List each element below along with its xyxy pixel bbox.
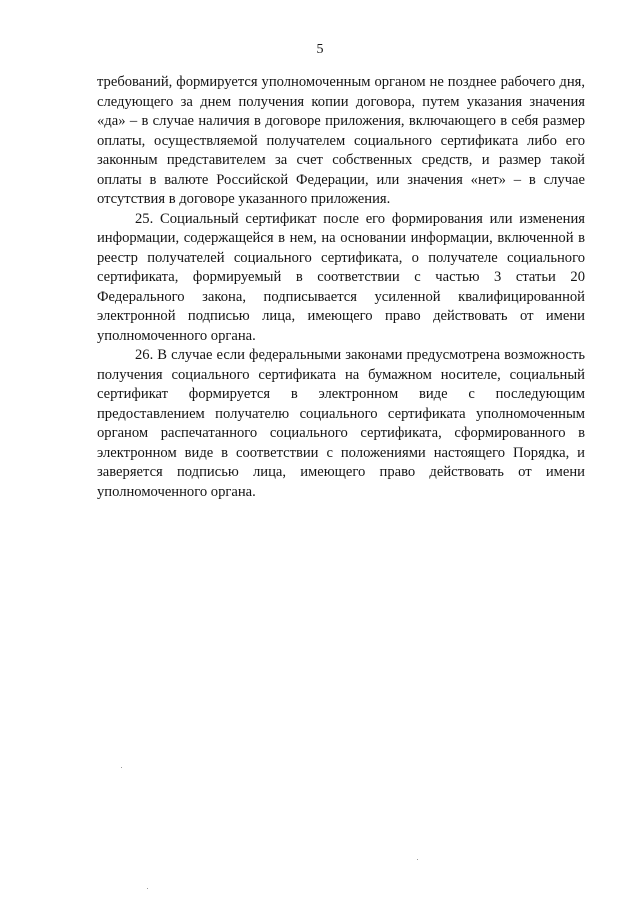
page-number: 5 <box>316 42 324 57</box>
paragraph-item-26: 26. В случае если федеральными законами предусмотрена возможность получения социального сертификата на бумажном носителе, социальный сертификат формируется в электронном виде с последующим предоставлением получателю социального сертификата уполномоченным органом распечатанного социального сертификата, сформированного в электронном виде в соответствии с положениями настоящего Порядка, и заверяется подписью лица, имеющего право действовать от имени уполномоченного органа. <box>97 347 585 500</box>
scan-speck <box>147 888 148 889</box>
paragraph-item-25: 25. Социальный сертификат после его формирования или изменения информации, содержащейся в нем, на основании информации, включенной в реестр получателей социального сертификата, о получателе социального сертификата, формируемый в соответствии с частью 3 статьи 20 Федерального закона, подписывается усиленной квалифицированной электронной подписью лица, имеющего право действовать от имени уполномоченного органа. <box>97 210 585 344</box>
document-body <box>97 73 585 502</box>
scan-speck <box>417 859 418 860</box>
paragraph-continuation: требований, формируется уполномоченным органом не позднее рабочего дня, следующего за днем получения копии договора, путем указания значения «да» – в случае наличия в договоре приложения, включающего в себя размер оплаты, осуществляемой получателем социального сертификата либо его законным представителем за счет собственных средств, и размер такой оплаты в валюте Российской Федерации, или значения «нет» – в случае отсутствия в договоре указанного приложения. <box>97 74 585 207</box>
scan-speck <box>121 767 122 768</box>
